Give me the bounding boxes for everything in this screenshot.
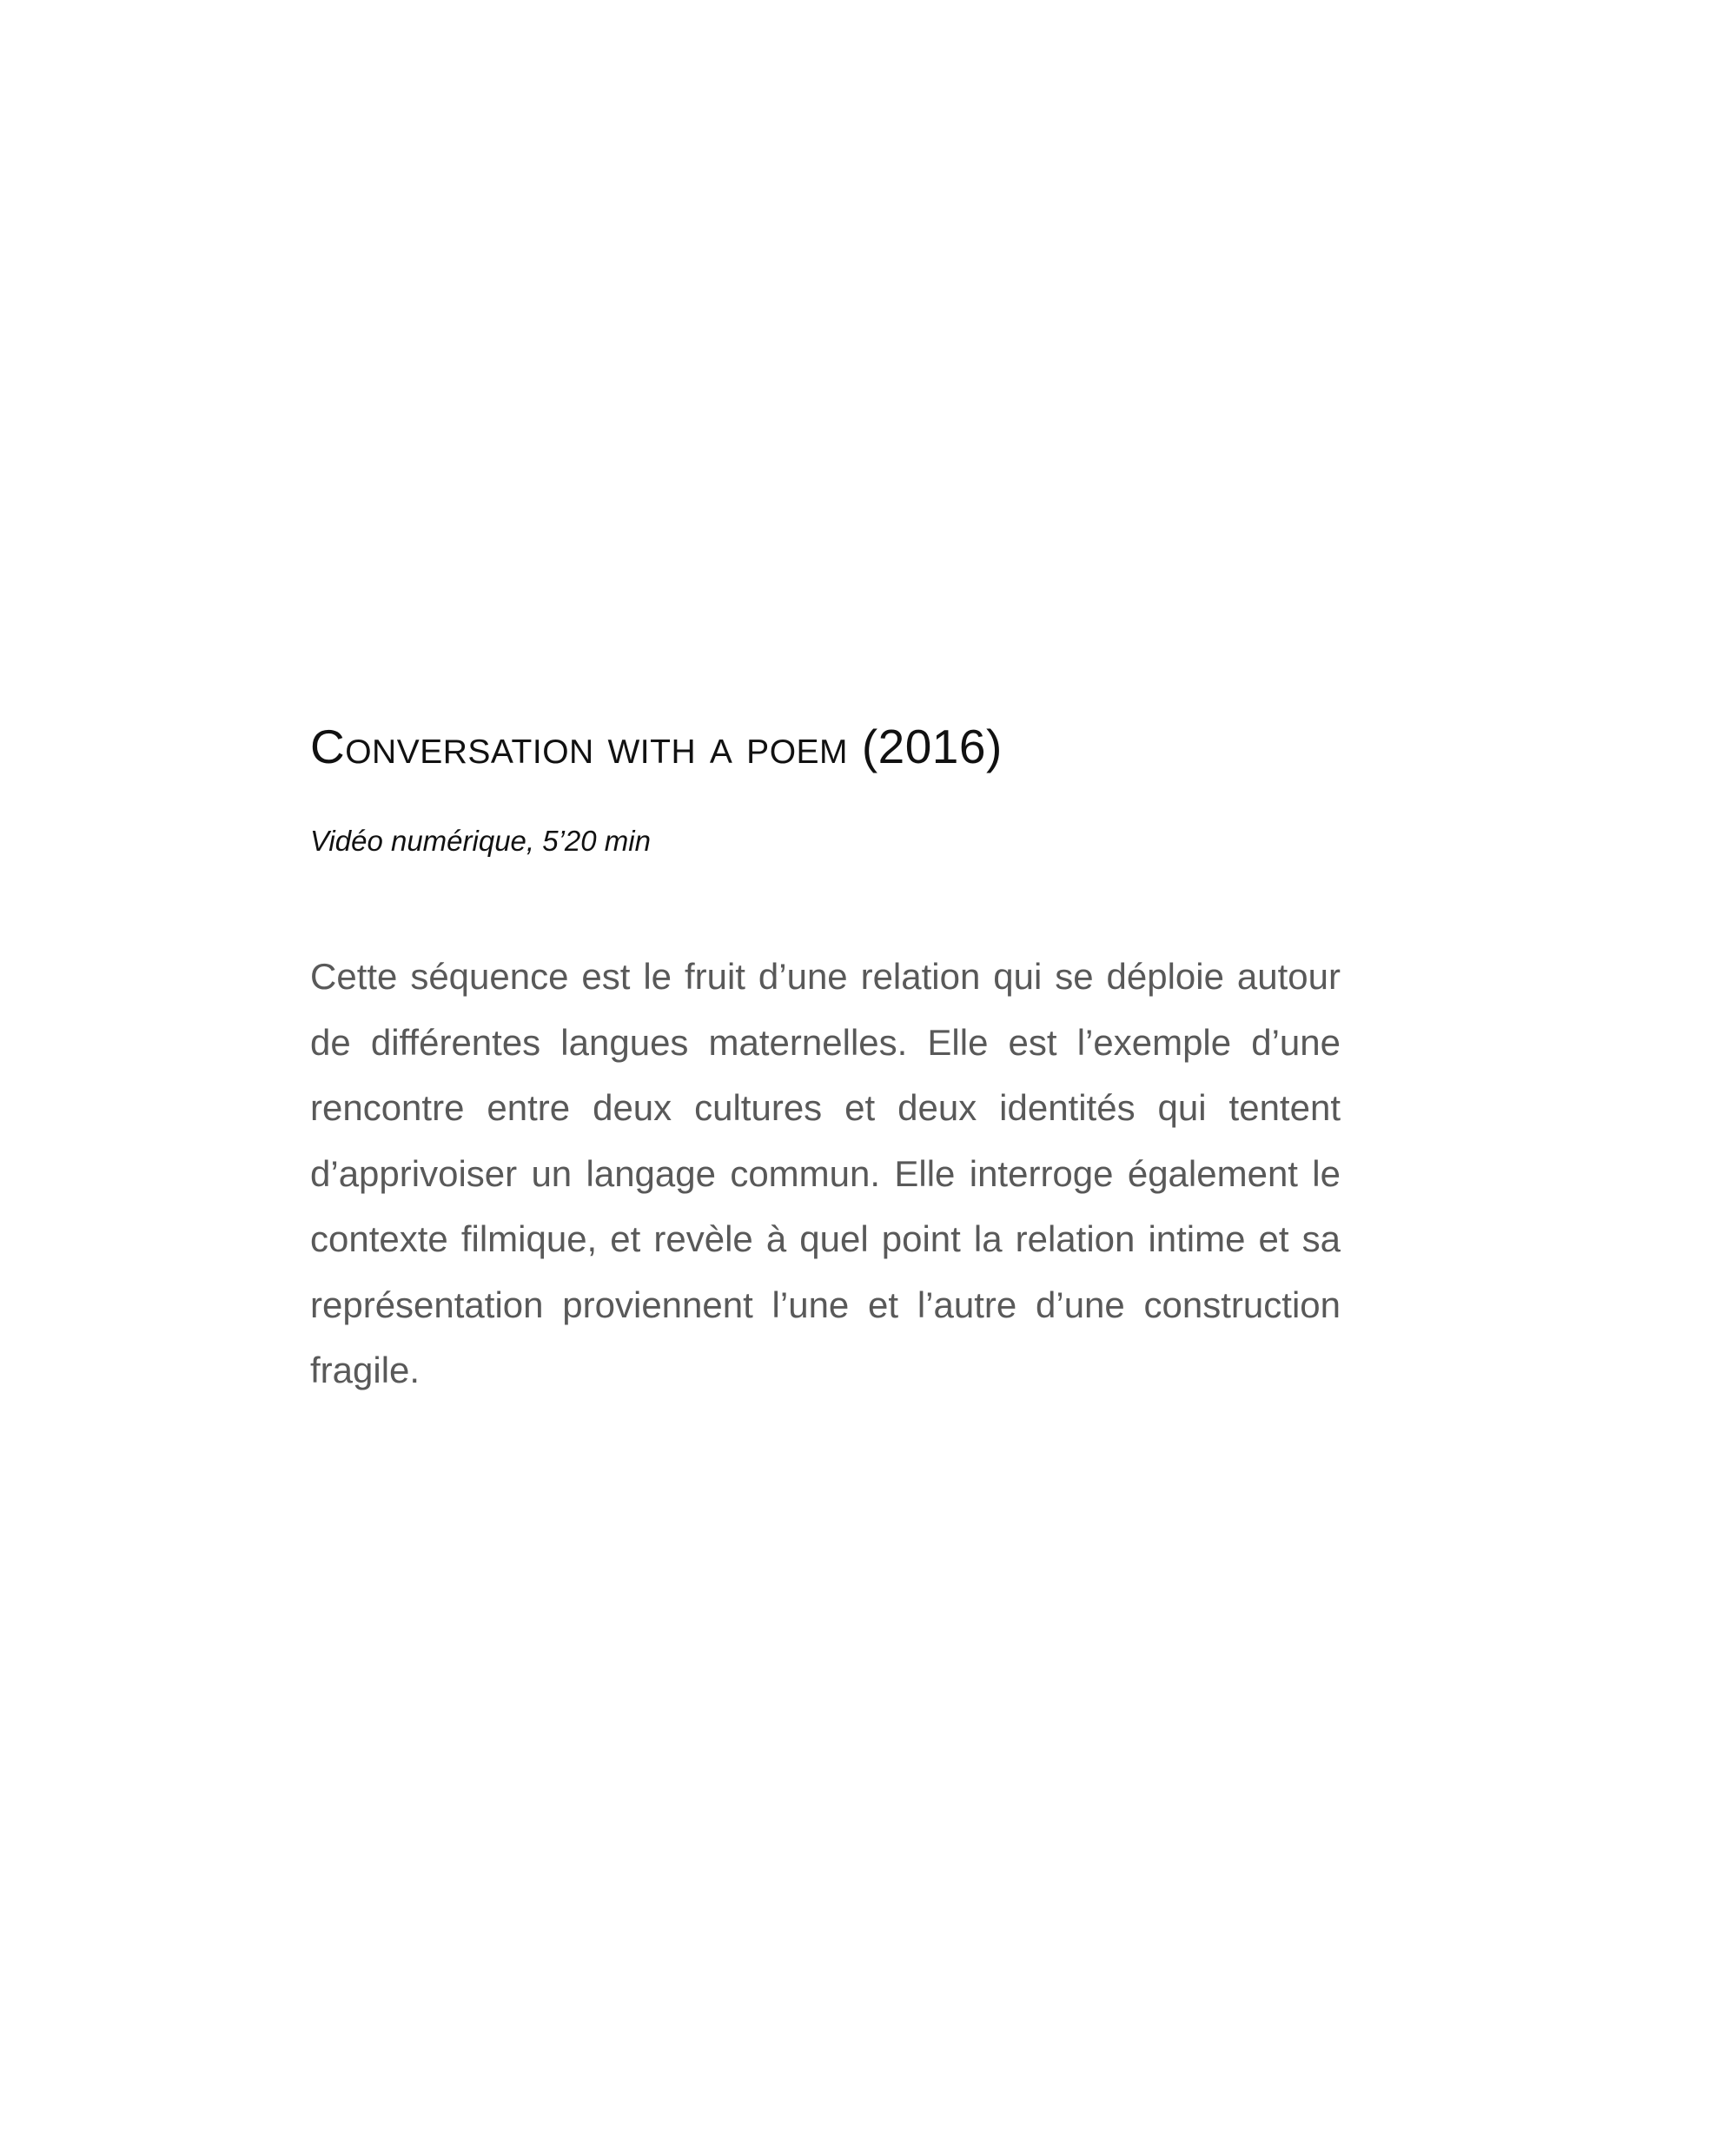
page-title: Conversation with a poem (2016): [310, 720, 1003, 773]
page-subtitle: Vidéo numérique, 5’20 min: [310, 825, 651, 857]
document-content: [310, 713, 1341, 1390]
body-paragraph: Cette séquence est le fruit d’une relation qui se déploie autour de différentes langues maternelles. Elle est l’exemple d’une rencontre entre deux cultures et deux identités qui tentent d’apprivoiser un langage commun. Elle interroge également le contexte filmique, et revèle à quel point la relation intime et sa représentation proviennent l’une et l’autre d’une construction fragile.: [310, 956, 1341, 1390]
